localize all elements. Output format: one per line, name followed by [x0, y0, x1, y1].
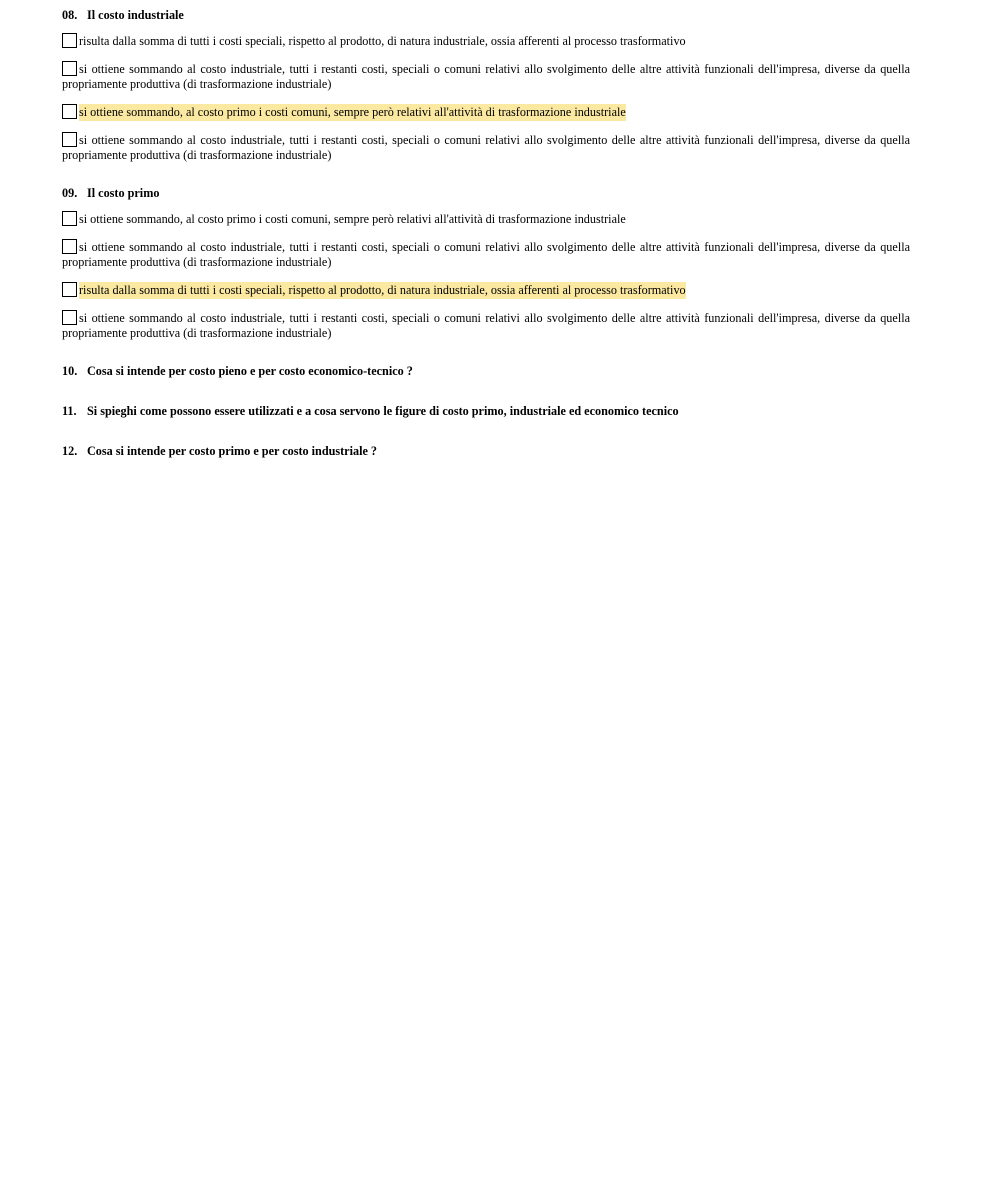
- answer-option: [62, 33, 910, 49]
- question-number: 10.: [62, 364, 78, 378]
- answer-option: [62, 104, 910, 120]
- question-text: Si spieghi come possono essere utilizzati e a cosa servono le figure di costo primo, industriale ed economico tecnico: [87, 404, 679, 418]
- answer-option: [62, 132, 910, 163]
- question-title: [62, 404, 910, 419]
- answer-text: si ottiene sommando, al costo primo i costi comuni, sempre però relativi all'attività di trasformazione industriale: [79, 212, 626, 226]
- question-title: [62, 186, 910, 201]
- answer-options: [62, 211, 910, 341]
- question-text: Cosa si intende per costo primo e per costo industriale ?: [87, 444, 378, 458]
- answer-checkbox[interactable]: [62, 282, 77, 297]
- question-number: 12.: [62, 444, 78, 458]
- answer-checkbox[interactable]: [62, 61, 77, 76]
- answer-text: risulta dalla somma di tutti i costi speciali, rispetto al prodotto, di natura industriale, ossia afferenti al processo trasformativo: [79, 34, 686, 48]
- answer-option: [62, 310, 910, 341]
- question-11: [62, 404, 910, 419]
- answer-checkbox[interactable]: [62, 310, 77, 325]
- question-title: [62, 8, 910, 23]
- answer-option: [62, 282, 910, 298]
- answer-text-highlighted: si ottiene sommando, al costo primo i costi comuni, sempre però relativi all'attività di trasformazione industriale: [79, 105, 626, 119]
- answer-text: si ottiene sommando al costo industriale, tutti i restanti costi, speciali o comuni relativi allo svolgimento delle altre attività funzionali dell'impresa, diverse da quella propriamente produttiva (di trasformazione industriale): [62, 311, 910, 340]
- answer-checkbox[interactable]: [62, 33, 77, 48]
- question-12: [62, 444, 910, 459]
- answer-option: [62, 211, 910, 227]
- answer-checkbox[interactable]: [62, 211, 77, 226]
- answer-text: si ottiene sommando al costo industriale, tutti i restanti costi, speciali o comuni relativi allo svolgimento delle altre attività funzionali dell'impresa, diverse da quella propriamente produttiva (di trasformazione industriale): [62, 62, 910, 91]
- answer-text-highlighted: risulta dalla somma di tutti i costi speciali, rispetto al prodotto, di natura industriale, ossia afferenti al processo trasformativo: [79, 283, 686, 297]
- answer-option: [62, 61, 910, 92]
- question-title: [62, 364, 910, 379]
- answer-text: si ottiene sommando al costo industriale, tutti i restanti costi, speciali o comuni relativi allo svolgimento delle altre attività funzionali dell'impresa, diverse da quella propriamente produttiva (di trasformazione industriale): [62, 133, 910, 162]
- answer-option: [62, 239, 910, 270]
- answer-options: [62, 33, 910, 163]
- answer-text: si ottiene sommando al costo industriale, tutti i restanti costi, speciali o comuni relativi allo svolgimento delle altre attività funzionali dell'impresa, diverse da quella propriamente produttiva (di trasformazione industriale): [62, 240, 910, 269]
- question-text: Il costo primo: [87, 186, 160, 200]
- question-number: 11.: [62, 404, 77, 418]
- question-number: 09.: [62, 186, 78, 200]
- question-text: Cosa si intende per costo pieno e per costo economico-tecnico ?: [87, 364, 413, 378]
- document-page: [62, 8, 910, 459]
- answer-checkbox[interactable]: [62, 104, 77, 119]
- question-08: [62, 8, 910, 163]
- question-number: 08.: [62, 8, 78, 22]
- answer-checkbox[interactable]: [62, 132, 77, 147]
- question-10: [62, 364, 910, 379]
- question-09: [62, 186, 910, 341]
- question-title: [62, 444, 910, 459]
- answer-checkbox[interactable]: [62, 239, 77, 254]
- question-text: Il costo industriale: [87, 8, 184, 22]
